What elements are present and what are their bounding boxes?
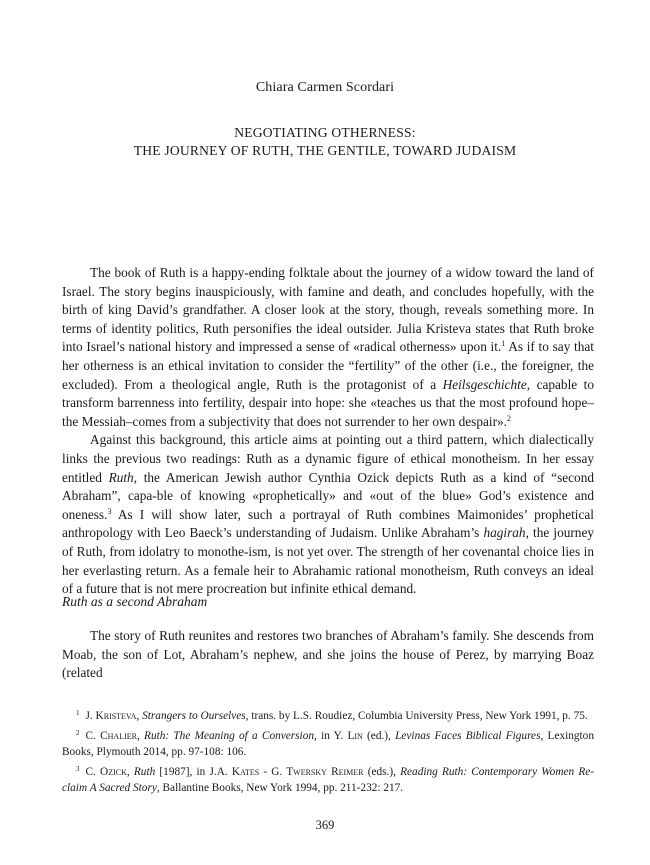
footnote-3: $^3$ C. Ozick, Ruth [1987], in J.A. Kates - G. Twersky Reimer (eds.), Reading Ruth: Contemporary Women Re-claim A Sacred Story, Ballantine Books, New York 1994, pp. 211-232: 217.: [62, 764, 594, 794]
paragraph-2: Against this background, this article aims at pointing out a third pattern, which dialectically links the previous two readings: Ruth as a dynamic figure of ethical monotheism. In her essay entitled Ruth, the American Jewish author Cynthia Ozick depicts Ruth as a kind of “second Abraham”, capa-ble of knowing «prophetically» and «out of the blue» God’s existence and oneness.$^3$ As I will show later, such a portrayal of Ruth combines Maimonides’ prophetical anthropology with Leo Baeck’s understanding of Judaism. Unlike Abraham’s hagirah, the journey of Ruth, from idolatry to monothe-ism, is not yet over. The strength of her covenantal choice lies in her everlasting return. As a female heir to Abrahamic rational monotheism, Ruth conveys an ideal of a future that is not mere procreation but infinite ethical demand.: [62, 432, 594, 597]
author-name: Chiara Carmen Scordari: [255, 80, 395, 95]
footnotes: [62, 708, 594, 800]
footnote-ref-3[interactable]: 3: [107, 506, 112, 516]
page-number: 369: [315, 818, 335, 832]
paragraph-3: The story of Ruth reunites and restores two branches of Abraham’s family. She descends from Moab, the son of Lot, Abraham’s nephew, and she joins the house of Perez, by marrying Boaz (related: [62, 628, 594, 681]
title-line-2: THE JOURNEY OF RUTH, THE GENTILE, TOWARD JUDAISM: [133, 143, 517, 158]
title-line-1: NEGOTIATING OTHERNESS:: [234, 125, 416, 140]
article-title: [0, 124, 650, 160]
paragraph-1: The book of Ruth is a happy-ending folktale about the journey of a widow toward the land of Israel. The story begins inauspiciously, with famine and death, and concludes hopefully, with the birth of king David’s grandfather. A closer look at the story, though, reveals something more. In terms of identity politics, Ruth personifies the ideal outsider. Julia Kristeva states that Ruth broke into Israel’s national history and impressed a sense of «radical otherness» upon it.$^1$ As if to say that her otherness is an ethical invitation to consider the “fertility” of the other (i.e., the foreigner, the excluded). From a theological angle, Ruth is the protagonist of a Heilsgeschichte, capable to transform barrenness into fertility, despair into hope: she «teaches us that the most profound hope–the Messiah–comes from a subjectivity that does not surrender to her own despair».$^2$: [62, 265, 594, 429]
section-text: [62, 627, 594, 683]
footnote-2: $^2$ C. Chalier, Ruth: The Meaning of a Conversion, in Y. Lin (ed.), Levinas Faces Biblical Figures, Lexington Books, Plymouth 2014, pp. 97-108: 106.: [62, 728, 594, 758]
footnote-ref-1[interactable]: 1: [501, 339, 506, 349]
section-heading: Ruth as a second Abraham: [62, 594, 208, 609]
body-text: [62, 264, 594, 599]
footnote-1: $^1$ J. Kristeva, Strangers to Ourselves, trans. by L.S. Roudiez, Columbia University Press, New York 1991, p. 75.: [76, 709, 588, 722]
footnote-ref-2[interactable]: 2: [506, 413, 511, 423]
